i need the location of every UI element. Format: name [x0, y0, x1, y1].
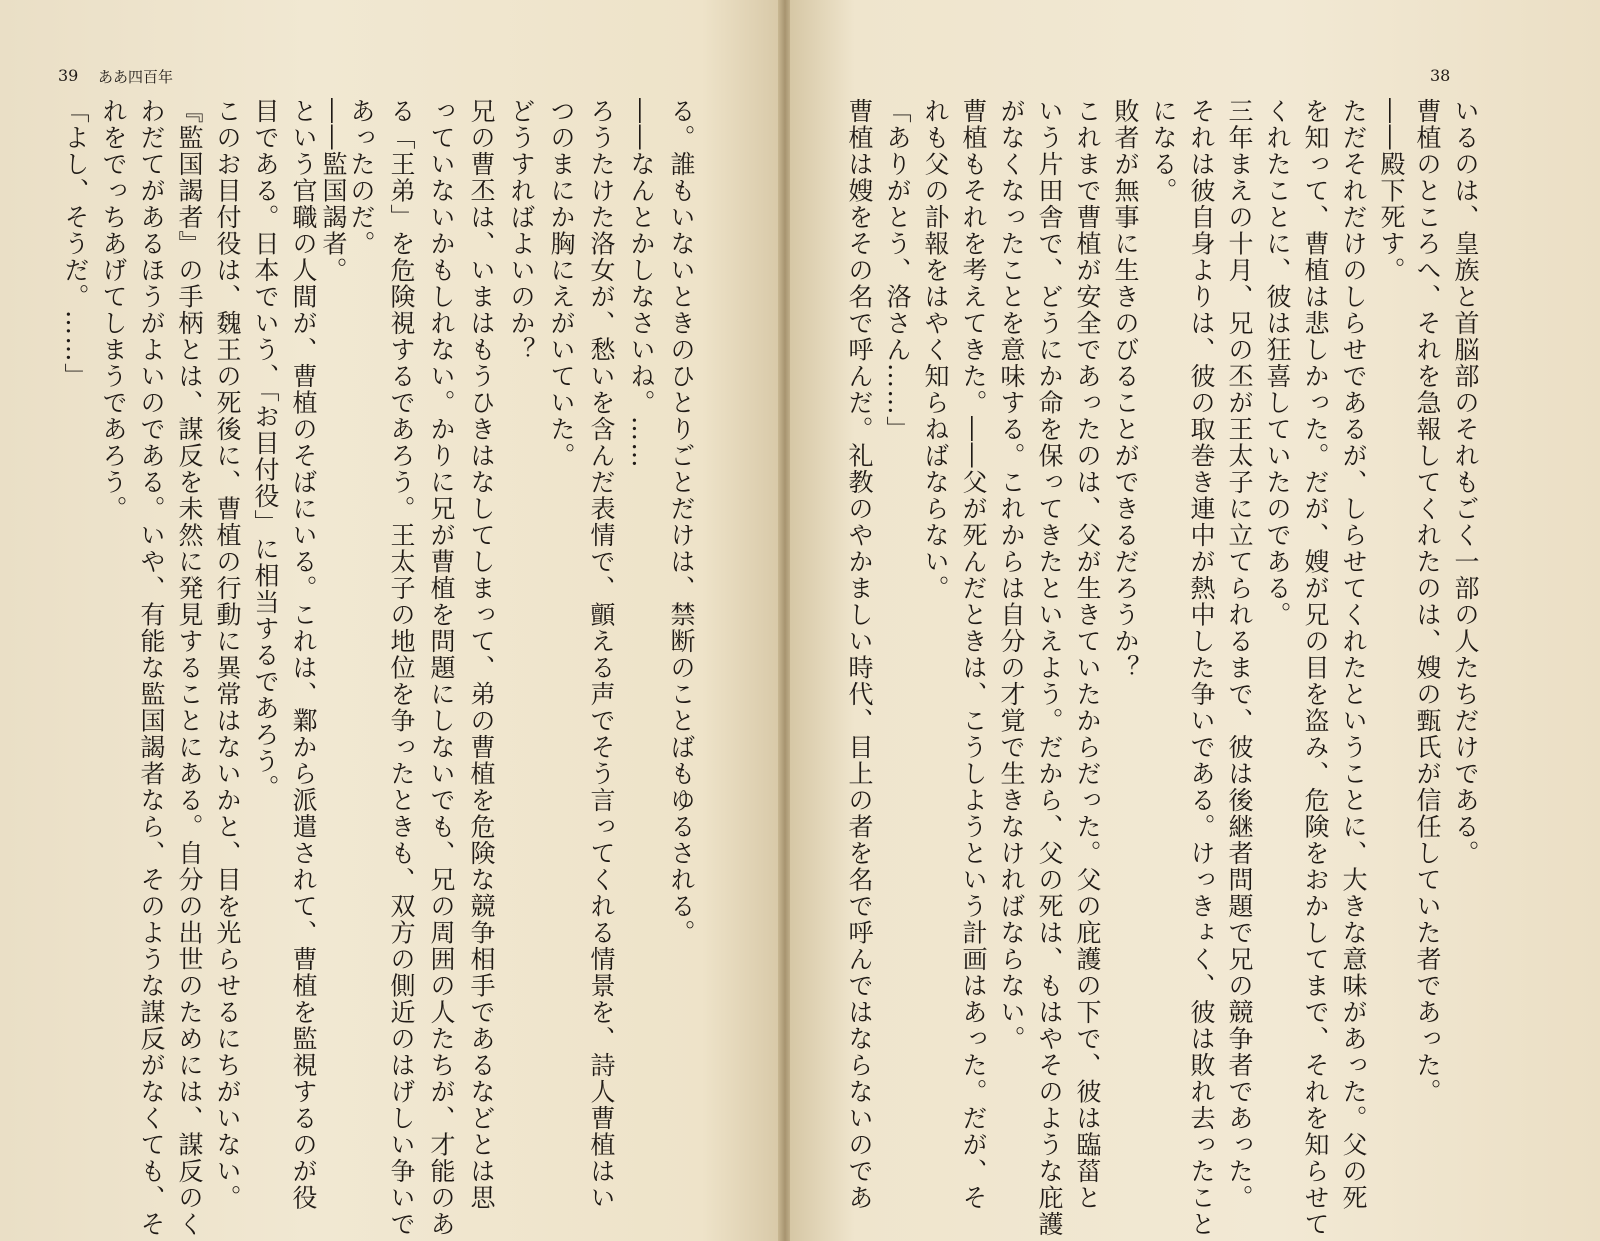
text-line: くれたことに、彼は狂喜していたのである。	[1263, 98, 1292, 628]
right-page	[790, 0, 1600, 1241]
text-line: ――殿下死す。	[1377, 98, 1406, 284]
running-title: ああ四百年	[98, 68, 174, 86]
text-line: 目である。日本でいう、「お目付役」に相当するであろう。	[251, 98, 280, 801]
text-line: っていないかもしれない。かりに兄が曹植を問題にしないでも、兄の周囲の人たちが、才能のあ	[427, 98, 456, 1238]
text-line: ――監国謁者。	[319, 98, 348, 284]
text-line: 「ありがとう、洛さん……」	[883, 98, 912, 443]
text-line: 敗者が無事に生きのびることができるだろうか？	[1111, 98, 1140, 681]
text-line: れをでっちあげてしまうであろう。	[99, 98, 128, 522]
text-line: 『監国謁者』の手柄とは、謀反を未然に発見することにある。自分の出世のためには、謀反のく	[175, 98, 204, 1238]
text-line: れも父の訃報をはやく知らねばならない。	[921, 98, 950, 602]
text-line: いう片田舎で、どうにか命を保ってきたといえよう。だから、父の死は、もはやそのような庇護	[1035, 98, 1064, 1238]
text-line: 兄の曹丕は、いまはもうひきはなしてしまって、弟の曹植を危険な競争相手であるなどとは思	[467, 98, 496, 1211]
text-line: ――なんとかしなさいね。……	[627, 98, 656, 469]
page-number: 39	[58, 66, 79, 85]
text-line: る。誰もいないときのひとりごとだけは、禁断のことばもゆるされる。	[667, 98, 696, 946]
text-line: という官職の人間が、曹植のそばにいる。これは、鄴から派遣されて、曹植を監視するのが役	[289, 98, 318, 1211]
page-number: 38	[1430, 66, 1451, 85]
text-line: つのまにか胸にえがいていた。	[547, 98, 576, 469]
text-line: 曹植のところへ、それを急報してくれたのは、嫂の甄氏が信任していた者であった。	[1413, 98, 1442, 1105]
text-line: 「よし、そうだ。……」	[61, 98, 90, 390]
text-line: る「王弟」を危険視するであろう。王太子の地位を争ったときも、双方の側近のはげしい争いで	[387, 98, 416, 1238]
text-line: それは彼自身よりは、彼の取巻き連中が熱中した争いである。けっきょく、彼は敗れ去ったこと	[1187, 98, 1216, 1238]
text-line: 三年まえの十月、兄の丕が王太子に立てられるまで、彼は後継者問題で兄の競争者であった。	[1225, 98, 1254, 1211]
text-line: ただそれだけのしらせであるが、しらせてくれたということに、大きな意味があった。父の死	[1339, 98, 1368, 1211]
text-line: 曹植もそれを考えてきた。――父が死んだときは、こうしようという計画はあった。だが、そ	[959, 98, 988, 1211]
text-line: がなくなったことを意味する。これからは自分の才覚で生きなければならない。	[997, 98, 1026, 1052]
text-line: を知って、曹植は悲しかった。だが、嫂が兄の目を盗み、危険をおかしてまで、それを知らせて	[1301, 98, 1330, 1238]
text-line: ろうたけた洛女が、愁いを含んだ表情で、顫える声でそう言ってくれる情景を、詩人曹植はい	[587, 98, 616, 1211]
left-page	[0, 0, 780, 1241]
text-line: わだてがあるほうがよいのである。いや、有能な監国謁者なら、そのような謀反がなくても、そ	[137, 98, 166, 1238]
text-line: あったのだ。	[347, 98, 376, 257]
text-line: になる。	[1149, 98, 1178, 204]
text-line: どうすればよいのか？	[507, 98, 536, 363]
text-line: 曹植は嫂をその名で呼んだ。礼教のやかましい時代、目上の者を名で呼んではならないのであ	[845, 98, 874, 1211]
text-line: いるのは、皇族と首脳部のそれもごく一部の人たちだけである。	[1451, 98, 1480, 867]
text-line: このお目付役は、魏王の死後に、曹植の行動に異常はないかと、目を光らせるにちがいない。	[213, 98, 242, 1211]
text-line: これまで曹植が安全であったのは、父が生きていたからだった。父の庇護の下で、彼は臨菑と	[1073, 98, 1102, 1211]
